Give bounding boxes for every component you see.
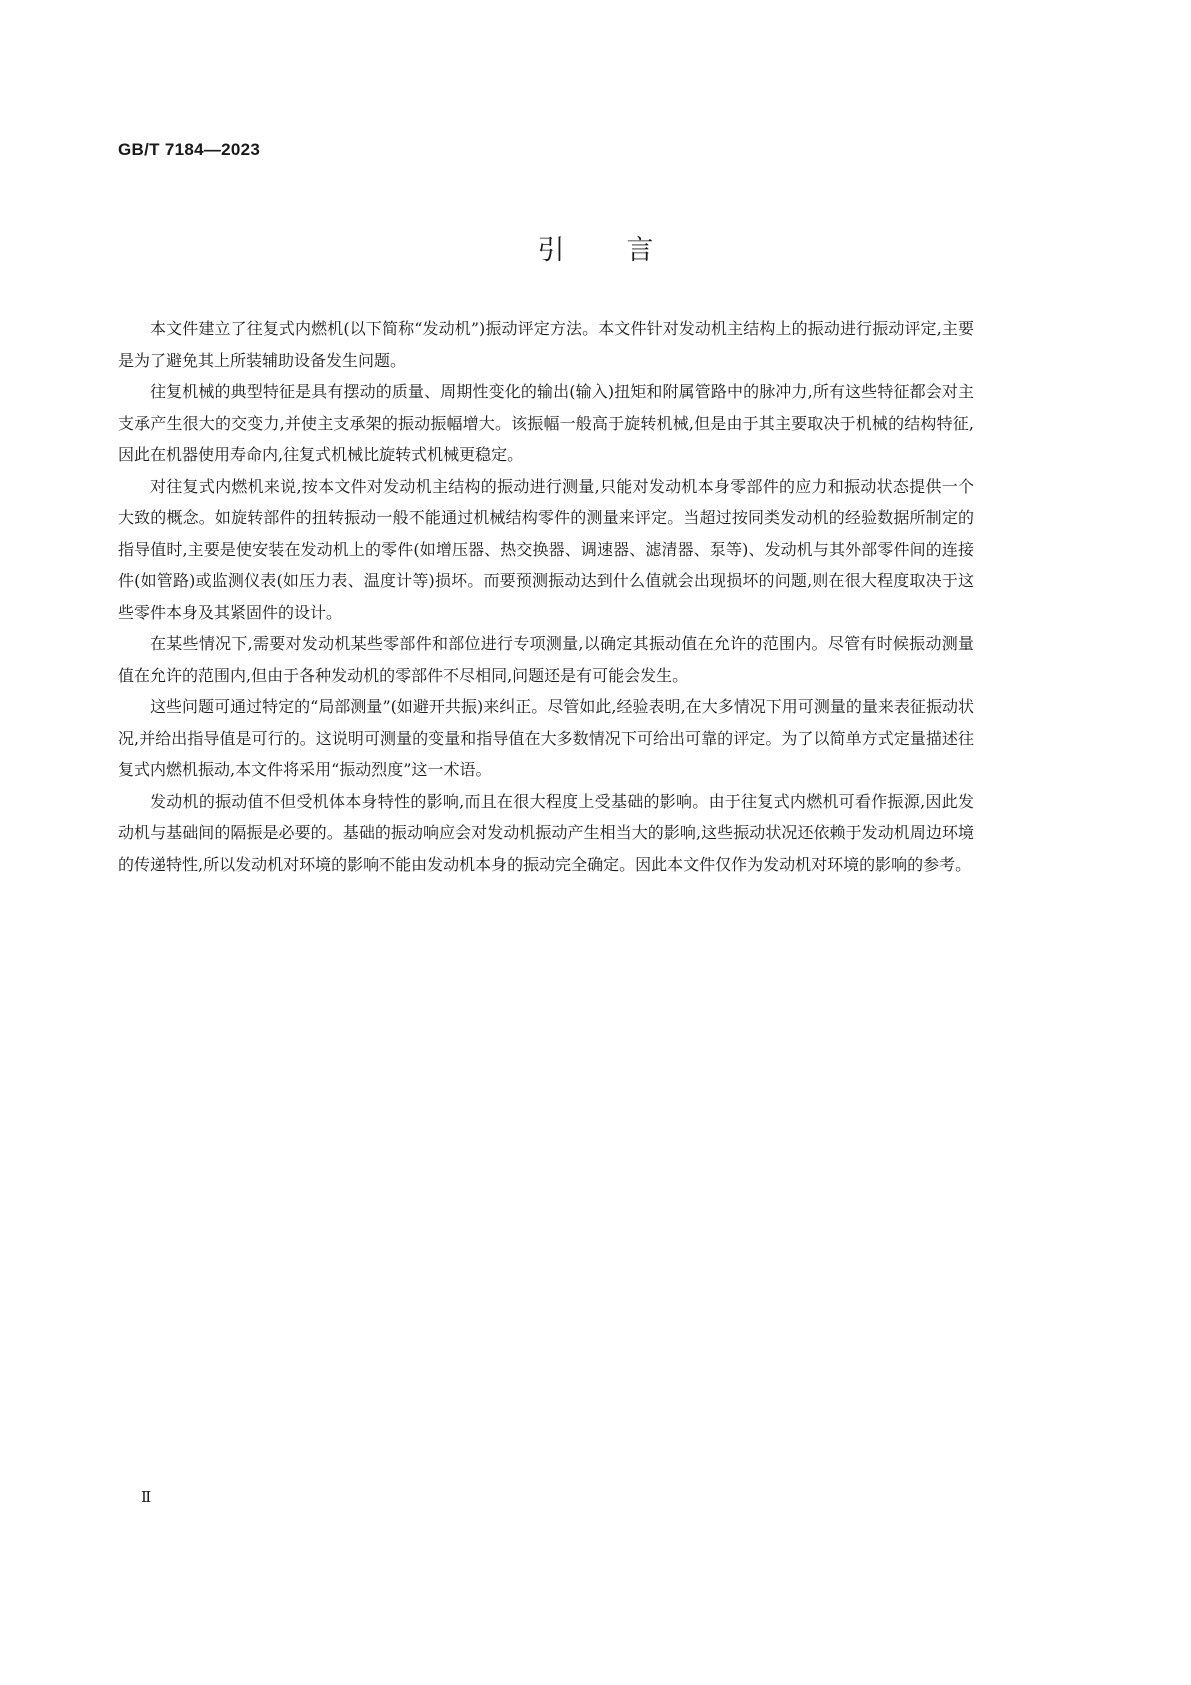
paragraph-6: 发动机的振动值不但受机体本身特性的影响,而且在很大程度上受基础的影响。由于往复式内燃机可看作振源,因此发动机与基础间的隔振是必要的。基础的振动响应会对发动机振动产生相当大的影响,这些振动状况还依赖于发动机周边环境的传递特性,所以发动机对环境的影响不能由发动机本身的振动完全确定。因此本文件仅作为发动机对环境的影响的参考。 [118, 791, 974, 874]
paragraph-1: 本文件建立了往复式内燃机(以下简称“发动机”)振动评定方法。本文件针对发动机主结构上的振动进行振动评定,主要是为了避免其上所装辅助设备发生问题。 [118, 319, 974, 370]
paragraph-4: 在某些情况下,需要对发动机某些零部件和部位进行专项测量,以确定其振动值在允许的范围内。尽管有时候振动测量值在允许的范围内,但由于各种发动机的零部件不尽相同,问题还是有可能会发生。 [118, 634, 974, 685]
body-text [118, 313, 974, 880]
paragraph-3: 对往复式内燃机来说,按本文件对发动机主结构的振动进行测量,只能对发动机本身零部件的应力和振动状态提供一个大致的概念。如旋转部件的扭转振动一般不能通过机械结构零件的测量来评定。当超过按同类发动机的经验数据所制定的指导值时,主要是使安装在发动机上的零件(如增压器、热交换器、调速器、滤清器、泵等)、发动机与其外部零件间的连接件(如管路)或监测仪表(如压力表、温度计等)损坏。而要预测振动达到什么值就会出现损坏的问题,则在很大程度取决于这些零件本身及其紧固件的设计。 [118, 476, 974, 622]
paragraph-5: 这些问题可通过特定的“局部测量”(如避开共振)来纠正。尽管如此,经验表明,在大多情况下用可测量的量来表征振动状况,并给出指导值是可行的。这说明可测量的变量和指导值在大多数情况下可给出可靠的评定。为了以简单方式定量描述往复式内燃机振动,本文件将采用“振动烈度”这一术语。 [118, 697, 974, 779]
section-title: 引言 [537, 235, 716, 266]
document-code: GB/T 7184—2023 [118, 140, 261, 159]
paragraph-2: 往复机械的典型特征是具有摆动的质量、周期性变化的输出(输入)扭矩和附属管路中的脉冲力,所有这些特征都会对主支承产生很大的交变力,并使主支承架的振动振幅增大。该振幅一般高于旋转机械,但是由于其主要取决于机械的结构特征,因此在机器使用寿命内,往复式机械比旋转式机械更稳定。 [118, 382, 974, 464]
page-number: Ⅱ [141, 1488, 152, 1506]
